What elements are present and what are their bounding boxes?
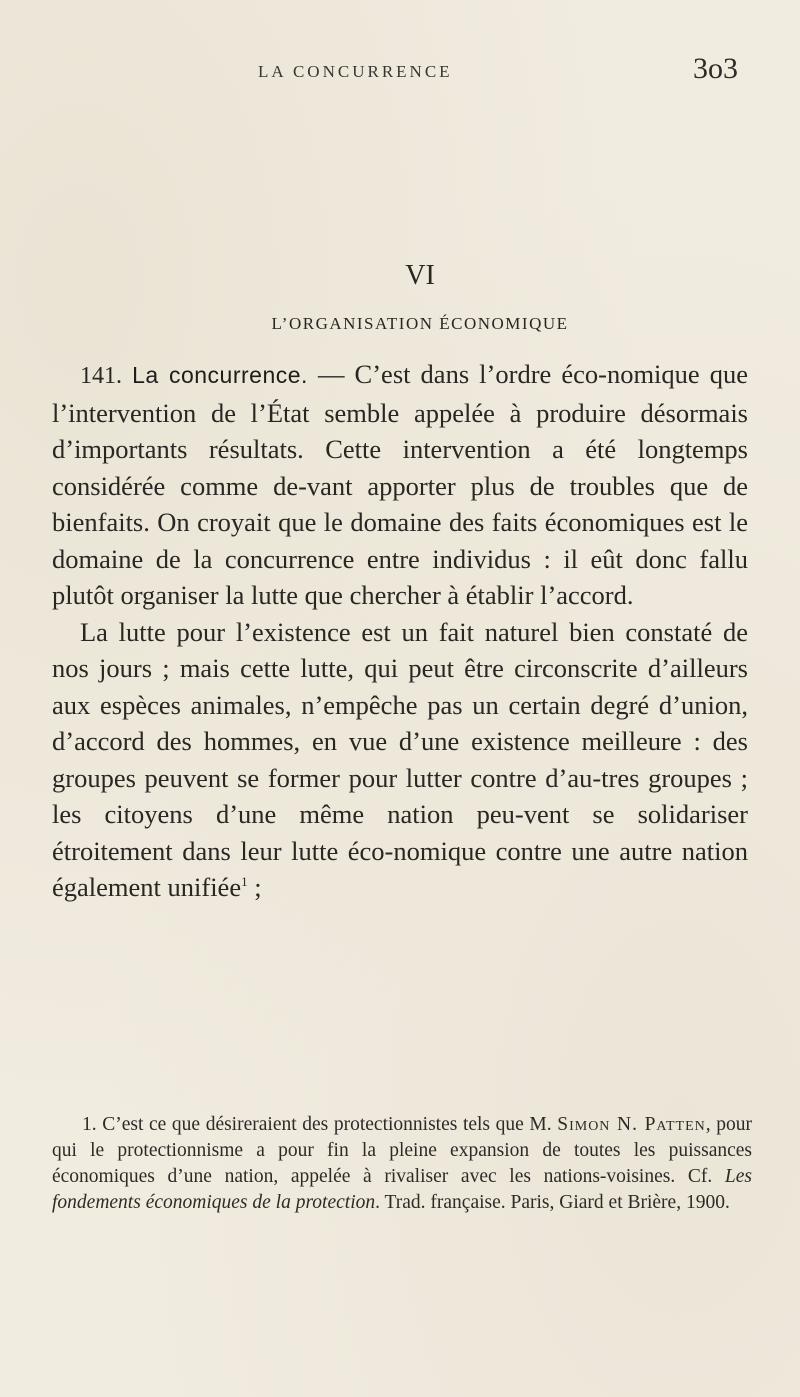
paragraph-2-text: La lutte pour l’existence est un fait naturel bien constaté de nos jours ; mais cette lutte, qui peut être circonscrite d’ailleurs aux espèces animales, n’empêche pas un certain degré d’union, d’accord des hommes, en vue d’une existence meilleure : des groupes peuvent se former pour lutter contre d’au-tres groupes ; les citoyens d’une même nation peu-vent se solidariser étroitement dans leur lutte éco-nomique contre une autre nation également unifiée xyxy=(52,616,748,902)
paragraph-1-text: — C’est dans l’ordre éco-nomique que l’intervention de l’État semble appelée à produire désormais d’importants résultats. Cette intervention a été longtemps considérée comme de-vant apporter plus de troubles que de bienfaits. On croyait que le domaine des faits économiques est le domaine de la concurrence entre individus : il eût donc fallu plutôt organiser la lutte que chercher à établir l’accord. xyxy=(52,359,748,610)
footnote-number: 1. xyxy=(82,1114,97,1135)
footnote-marker: 1 xyxy=(241,874,248,890)
footnote-paragraph xyxy=(52,1112,752,1216)
chapter-title: L’ORGANISATION ÉCONOMIQUE xyxy=(271,314,569,333)
body-text xyxy=(52,356,748,906)
chapter-number: VI xyxy=(405,260,435,291)
running-head: LA CONCURRENCE xyxy=(258,62,453,81)
paragraph-1 xyxy=(52,356,748,614)
footnote-text-3: . Trad. française. Paris, Giard et Brière, 1900. xyxy=(375,1192,730,1213)
footnote-text-1: C’est ce que désireraient des protectionnistes tels que M. xyxy=(96,1114,558,1135)
section-title: La concurrence. xyxy=(132,362,308,388)
paragraph-2 xyxy=(52,614,748,906)
footnote xyxy=(52,1112,752,1216)
section-number: 141. xyxy=(80,363,122,389)
footnote-text-2: , pour qui le protectionnisme a pour fin la pleine expansion de toutes les puissances économiques d’une nation, appelée à rivaliser avec les nations-voisines. Cf. xyxy=(52,1114,752,1187)
footnote-book-title: Les fondements économiques de la protection xyxy=(52,1166,752,1213)
paragraph-2-end: ; xyxy=(247,872,262,902)
footnote-author-name: Simon N. Patten xyxy=(557,1114,706,1135)
page-number: 3o3 xyxy=(693,52,738,85)
